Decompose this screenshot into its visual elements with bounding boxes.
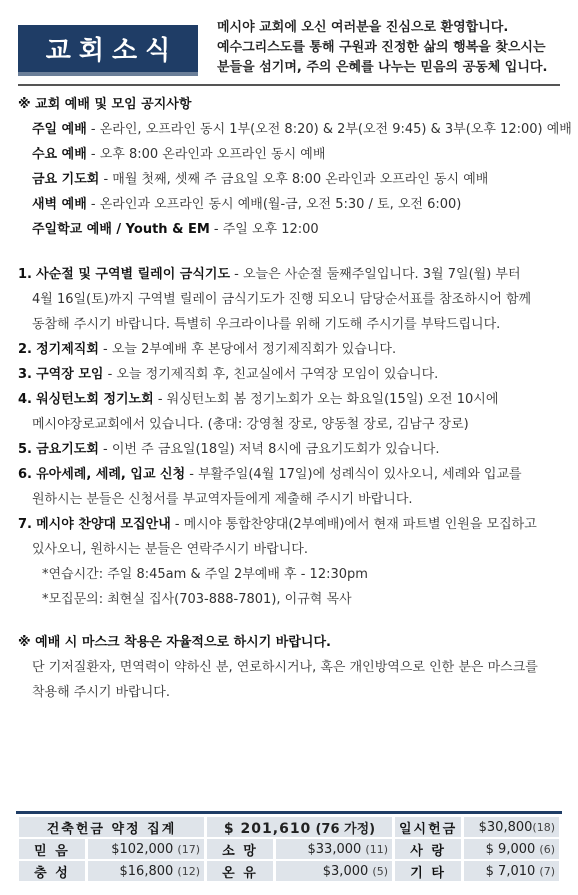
service-name: 금요 기도회 <box>32 172 100 187</box>
fund-divider <box>16 811 562 814</box>
fund-amount-cell <box>464 861 559 881</box>
fund-label: 사 랑 <box>395 839 461 859</box>
service-detail: - 매월 첫째, 셋째 주 금요일 오후 8:00 온라인과 오프라인 동시 예배 <box>99 172 489 187</box>
service-detail: - 오후 8:00 온라인과 오프라인 동시 예배 <box>86 147 326 162</box>
item-title: 정기제직회 <box>36 342 99 357</box>
pledge-label: 건축헌금 약정 집계 <box>19 817 204 837</box>
service-name: 수요 예배 <box>32 147 87 162</box>
item-text: - 워싱턴노회 봄 정기노회가 오는 화요일(15일) 오전 10시에 <box>153 392 499 407</box>
table-row <box>19 839 559 859</box>
item-number: 1. <box>18 267 32 282</box>
fund-count: (17) <box>177 842 200 856</box>
service-name: 주일학교 예배 / Youth & EM <box>32 222 210 237</box>
item-number: 7. <box>18 517 32 532</box>
announcement-item <box>18 262 560 337</box>
service-row <box>18 142 560 167</box>
fund-amount-cell <box>464 839 559 859</box>
item-number: 2. <box>18 342 32 357</box>
fund-amount-cell <box>276 861 392 881</box>
fund-amount: $33,000 <box>307 841 362 857</box>
item-number: 4. <box>18 392 32 407</box>
fund-label: 온 유 <box>207 861 273 881</box>
welcome-line: 분들을 섬기며, 주의 은혜를 나누는 믿음의 공동체 입니다. <box>217 60 548 75</box>
building-fund-summary <box>16 811 562 883</box>
fund-amount: $102,000 <box>111 841 174 857</box>
mask-heading: ※ 예배 시 마스크 착용은 자율적으로 하시기 바랍니다. <box>18 635 331 650</box>
welcome-line: 예수그리스도를 통해 구원과 진정한 삶의 행복을 찾으시는 <box>217 40 546 55</box>
welcome-message <box>217 18 562 78</box>
header-divider <box>18 84 560 86</box>
fund-table <box>16 815 562 883</box>
onetime-amount: $30,800 <box>478 819 533 835</box>
notice-heading: ※ 교회 예배 및 모임 공지사항 <box>18 97 192 112</box>
fund-label: 충 성 <box>19 861 85 881</box>
announcement-item <box>18 362 560 387</box>
item-title: 유아세례, 세례, 입교 신청 <box>36 467 186 482</box>
fund-count: (12) <box>177 864 200 878</box>
item-text: - 이번 주 금요일(18일) 저녁 8시에 금요기도회가 있습니다. <box>98 442 440 457</box>
pledge-total: $ 201,610 <box>223 820 312 837</box>
fund-count: (7) <box>539 864 555 878</box>
item-text: 원하시는 분들은 신청서를 부교역자들에게 제출해 주시기 바랍니다. <box>32 492 413 507</box>
fund-amount-cell <box>88 861 204 881</box>
item-title: 사순절 및 구역별 릴레이 금식기도 <box>36 267 231 282</box>
announcement-item <box>18 337 560 362</box>
title-banner <box>18 25 198 76</box>
choir-note: *연습시간: 주일 8:45am & 주일 2부예배 후 - 12:30pm <box>42 567 368 582</box>
onetime-cell <box>464 817 559 837</box>
fund-count: (6) <box>539 842 555 856</box>
fund-amount-cell <box>276 839 392 859</box>
mask-text: 단 기저질환자, 면역력이 약하신 분, 연로하시거나, 혹은 개인방역으로 인한 분은 마스크를 <box>32 660 538 675</box>
fund-label: 기 타 <box>395 861 461 881</box>
item-number: 5. <box>18 442 32 457</box>
service-row <box>18 167 560 192</box>
service-row <box>18 217 560 242</box>
item-title: 워싱턴노회 정기노회 <box>36 392 154 407</box>
fund-amount-cell <box>88 839 204 859</box>
item-number: 6. <box>18 467 32 482</box>
service-detail: - 온라인과 오프라인 동시 예배(월-금, 오전 5:30 / 토, 오전 6:00) <box>86 197 462 212</box>
fund-label: 믿 음 <box>19 839 85 859</box>
item-number: 3. <box>18 367 32 382</box>
item-title: 메시야 찬양대 모집안내 <box>36 517 171 532</box>
service-row <box>18 192 560 217</box>
fund-amount: $3,000 <box>322 863 369 879</box>
fund-count: (11) <box>365 842 388 856</box>
choir-note: *모집문의: 최현실 집사(703-888-7801), 이규혁 목사 <box>42 592 352 607</box>
item-text: 4월 16일(토)까지 구역별 릴레이 금식기도가 진행 되오니 담당순서표를 참조하시어 함께 <box>32 292 532 307</box>
item-title: 구역장 모임 <box>36 367 104 382</box>
service-detail: - 주일 오후 12:00 <box>209 222 319 237</box>
mask-text: 착용해 주시기 바랍니다. <box>32 685 170 700</box>
table-row <box>19 817 559 837</box>
announcement-item <box>18 387 560 437</box>
item-text: - 오늘 2부예배 후 본당에서 정기제직회가 있습니다. <box>98 342 397 357</box>
announcement-item <box>18 437 560 462</box>
service-detail: - 온라인, 오프라인 동시 1부(오전 8:20) & 2부(오전 9:45) & 3부(오후 12:00) 예배 <box>86 122 572 137</box>
onetime-label: 일시헌금 <box>395 817 461 837</box>
fund-amount: $16,800 <box>119 863 174 879</box>
item-text: 메시야장로교회에서 있습니다. (총대: 강영철 장로, 양동철 장로, 김남구 장로) <box>32 417 469 432</box>
announcement-item <box>18 462 560 512</box>
header <box>0 0 578 95</box>
fund-amount: $ 7,010 <box>485 863 536 879</box>
item-text: - 메시야 통합찬양대(2부예배)에서 현재 파트별 인원을 모집하고 <box>170 517 537 532</box>
notice-content <box>18 93 572 705</box>
fund-amount: $ 9,000 <box>485 841 536 857</box>
service-name: 주일 예배 <box>32 122 87 137</box>
item-text: 있사오니, 원하시는 분들은 연락주시기 바랍니다. <box>32 542 308 557</box>
pledge-count: (76 가정) <box>315 821 376 837</box>
table-row <box>19 861 559 881</box>
item-text: - 부활주일(4월 17일)에 성례식이 있사오니, 세례와 입교를 <box>185 467 522 482</box>
item-text: - 오늘 정기제직회 후, 친교실에서 구역장 모임이 있습니다. <box>103 367 439 382</box>
pledge-total-cell <box>207 817 392 837</box>
item-text: 동참해 주시기 바랍니다. 특별히 우크라이나를 위해 기도해 주시기를 부탁드립니다. <box>32 317 501 332</box>
service-name: 새벽 예배 <box>32 197 87 212</box>
item-text: - 오늘은 사순절 둘째주일입니다. 3월 7일(월) 부터 <box>230 267 521 282</box>
announcement-item <box>18 512 560 612</box>
fund-count: (5) <box>372 864 388 878</box>
fund-label: 소 망 <box>207 839 273 859</box>
onetime-count: (18) <box>532 820 555 834</box>
welcome-line: 메시야 교회에 오신 여러분을 진심으로 환영합니다. <box>217 20 509 35</box>
item-title: 금요기도회 <box>36 442 99 457</box>
page-title: 교회소식 <box>45 36 179 66</box>
service-row <box>18 117 572 142</box>
